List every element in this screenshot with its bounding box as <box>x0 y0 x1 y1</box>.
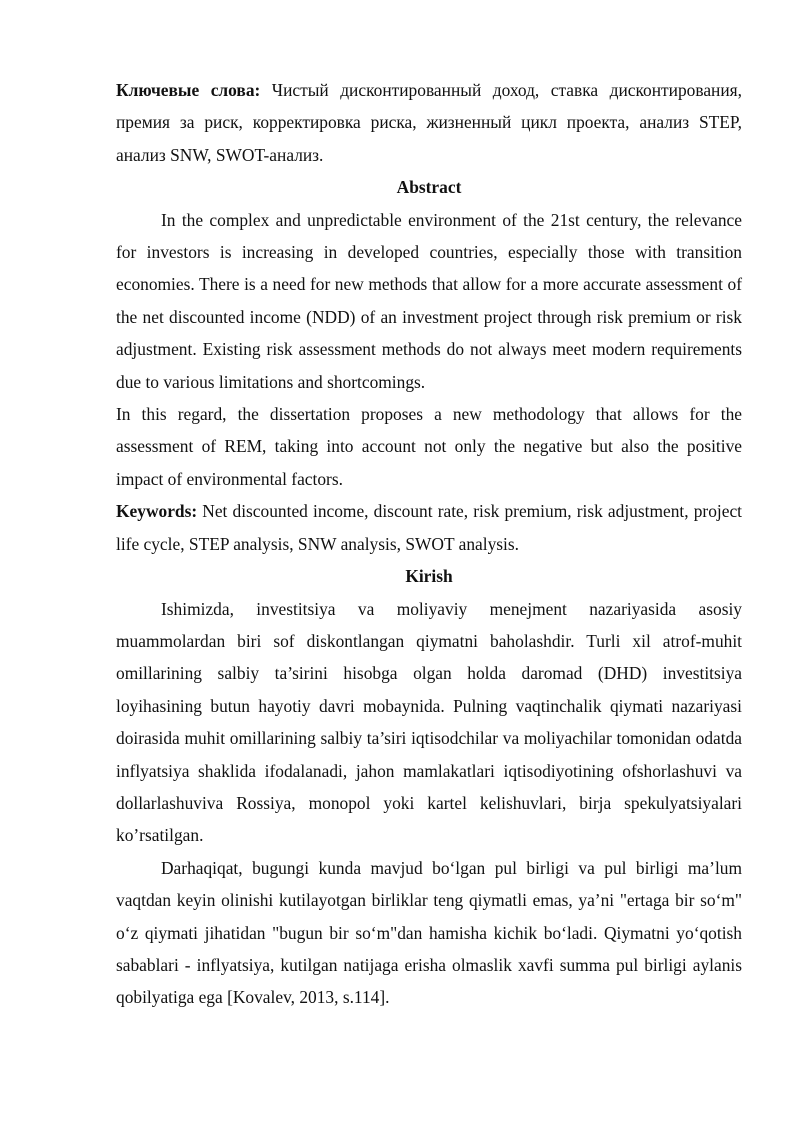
en-keywords-text: Net discounted income, discount rate, risk premium, risk adjustment, project life cycle, STEP analysis, SNW analysis, SWOT analysis. <box>116 501 742 554</box>
abstract-heading: Abstract <box>396 177 462 198</box>
kirish-paragraph-2: Darhaqiqat, bugungi kunda mavjud bo‘lgan pul birligi va pul birligi ma’lum vaqtdan keyin olinishi kutilayotgan birliklar teng qiymatli emas, ya’ni "ertaga bir so‘m" o‘z qiymati jihatidan "bugun bir so‘m"dan hamisha kichik bo‘ladi. Qiymatni yo‘qotish sabablari - inflyatsiya, kutilgan natijaga erisha olmaslik xavfi summa pul birligi aylanis qobilyatiga ega [Kovalev, 2013, s.114]. <box>116 857 742 1008</box>
en-keywords-label: Keywords: <box>116 501 198 522</box>
abstract-paragraph-2: In this regard, the dissertation proposes a new methodology that allows for the assessment of REM, taking into account not only the negative but also the positive impact of environmental factors. <box>116 404 742 489</box>
ru-keywords-paragraph <box>116 74 742 171</box>
ru-keywords-text: Чистый дисконтированный доход, ставка дисконтирования, премия за риск, корректировка риска, жизненный цикл проекта, анализ STEP, анализ SNW, SWOT-анализ. <box>116 80 743 165</box>
ru-keywords-label: Ключевые слова: <box>116 80 261 100</box>
abstract-paragraph-1: In the complex and unpredictable environment of the 21st century, the relevance for investors is increasing in developed countries, especially those with transition economies. There is a need for new methods that allow for a more accurate assessment of the net discounted income (NDD) of an investment project through risk premium or risk adjustment. Existing risk assessment methods do not always meet modern requirements due to various limitations and shortcomings. <box>116 209 742 392</box>
page-content <box>116 74 742 1014</box>
en-keywords-paragraph <box>116 495 742 560</box>
kirish-paragraph-1: Ishimizda, investitsiya va moliyaviy menejment nazariyasida asosiy muammolardan biri sof diskontlangan qiymatni baholashdir. Turli xil atrof-muhit omillarining salbiy ta’sirini hisobga olgan holda daromad (DHD) investitsiya loyihasining butun hayotiy davri mobaynida. Pulning vaqtinchalik qiymati nazariyasi doirasida muhit omillarining salbiy ta’siri iqtisodchilar va moliyachilar tomonidan odatda inflyatsiya shaklida ifodalanadi, jahon mamlakatlari iqtisodiyotining ofshorlashuvi va dollarlashuviva Rossiya, monopol yoki kartel kelishuvlari, birja spekulyatsiyalari ko’rsatilgan. <box>116 598 742 846</box>
kirish-heading: Kirish <box>405 566 453 587</box>
